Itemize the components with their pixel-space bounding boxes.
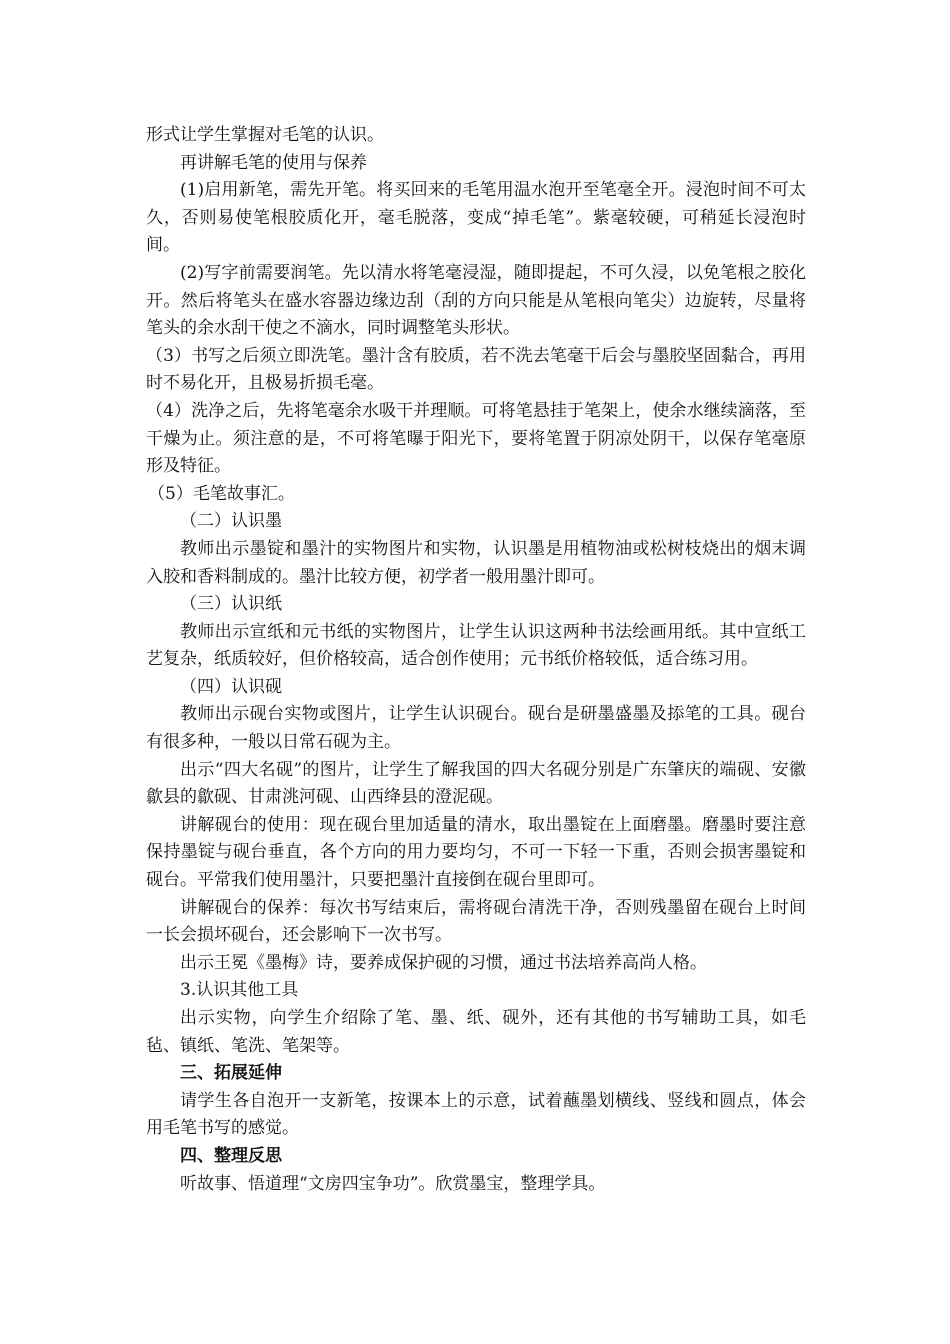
paragraph-3: (1)启用新笔，需先开笔。将买回来的毛笔用温水泡开至笔毫全开。浸泡时间不可太久，否则易使笔根胶质化开，毫毛脱落，变成“掉毛笔”。紫毫较硬，可稍延长浸泡时间。	[146, 180, 806, 256]
paragraph-4: (2)写字前需要润笔。先以清水将笔毫浸湿，随即提起，不可久浸，以免笔根之胶化开。然后将笔头在盛水容器边缘边刮（刮的方向只能是从笔根向笔尖）边旋转，尽量将笔头的余水刮干使之不滴水，同时调整笔头形状。	[146, 262, 806, 339]
paragraph-6: （4）洗净之后，先将笔毫余水吸干并理顺。可将笔悬挂于笔架上，使余水继续滴落，至干燥为止。须注意的是，不可将笔曝于阳光下，要将笔置于阴凉处阴干，以保存笔毫原形及特征。	[146, 400, 806, 477]
paragraph-2: 再讲解毛笔的使用与保养	[180, 152, 367, 173]
paragraph-23: 听故事、悟道理“文房四宝争功”。欣赏墨宝，整理学具。	[180, 1173, 606, 1194]
paragraph-1: 形式让学生掌握对毛笔的认识。	[146, 125, 384, 145]
paragraph-21: 请学生各自泡开一支新笔，按课本上的示意，试着蘸墨划横线、竖线和圆点，体会用毛笔书写的感觉。	[146, 1090, 806, 1139]
section-heading-inkstone: （四）认识砚	[180, 676, 282, 697]
section-heading-reflection: 四、整理反思	[180, 1145, 282, 1166]
paragraph-17: 出示王冕《墨梅》诗，要养成保护砚的习惯，通过书法培养高尚人格。	[180, 952, 707, 973]
paragraph-15: 讲解砚台的使用：现在砚台里加适量的清水，取出墨锭在上面磨墨。磨墨时要注意保持墨锭与砚台垂直，各个方向的用力要均匀，不可一下轻一下重，否则会损害墨锭和砚台。平常我们使用墨汁，只要把墨汁直接倒在砚台里即可。	[146, 814, 806, 891]
paragraph-5: （3）书写之后须立即洗笔。墨汁含有胶质，若不洗去笔毫干后会与墨胶坚固黏合，再用时不易化开，且极易折损毛毫。	[146, 345, 806, 394]
paragraph-11: 教师出示宣纸和元书纸的实物图片，让学生认识这两种书法绘画用纸。其中宣纸工艺复杂，纸质较好，但价格较高，适合创作使用；元书纸价格较低，适合练习用。	[146, 621, 806, 670]
section-heading-paper: （三）认识纸	[180, 594, 282, 615]
paragraph-14: 出示“四大名砚”的图片，让学生了解我国的四大名砚分别是广东肇庆的端砚、安徽歙县的歙砚、甘肃洮河砚、山西绛县的澄泥砚。	[146, 759, 806, 808]
section-heading-other-tools: 3.认识其他工具	[180, 980, 299, 1001]
paragraph-7: （5）毛笔故事汇。	[148, 483, 295, 504]
paragraph-16: 讲解砚台的保养：每次书写结束后，需将砚台清洗干净，否则残墨留在砚台上时间一长会损坏砚台，还会影响下一次书写。	[146, 897, 806, 946]
section-heading-ink: （二）认识墨	[180, 511, 282, 532]
paragraph-13: 教师出示砚台实物或图片，让学生认识砚台。砚台是研墨盛墨及掭笔的工具。砚台有很多种，一般以日常石砚为主。	[146, 704, 806, 753]
paragraph-9: 教师出示墨锭和墨汁的实物图片和实物，认识墨是用植物油或松树枝烧出的烟末调入胶和香料制成的。墨汁比较方便，初学者一般用墨汁即可。	[146, 538, 806, 587]
section-heading-extension: 三、拓展延伸	[180, 1063, 282, 1084]
document-body	[146, 122, 806, 1198]
paragraph-19: 出示实物，向学生介绍除了笔、墨、纸、砚外，还有其他的书写辅助工具，如毛毡、镇纸、笔洗、笔架等。	[146, 1008, 806, 1056]
